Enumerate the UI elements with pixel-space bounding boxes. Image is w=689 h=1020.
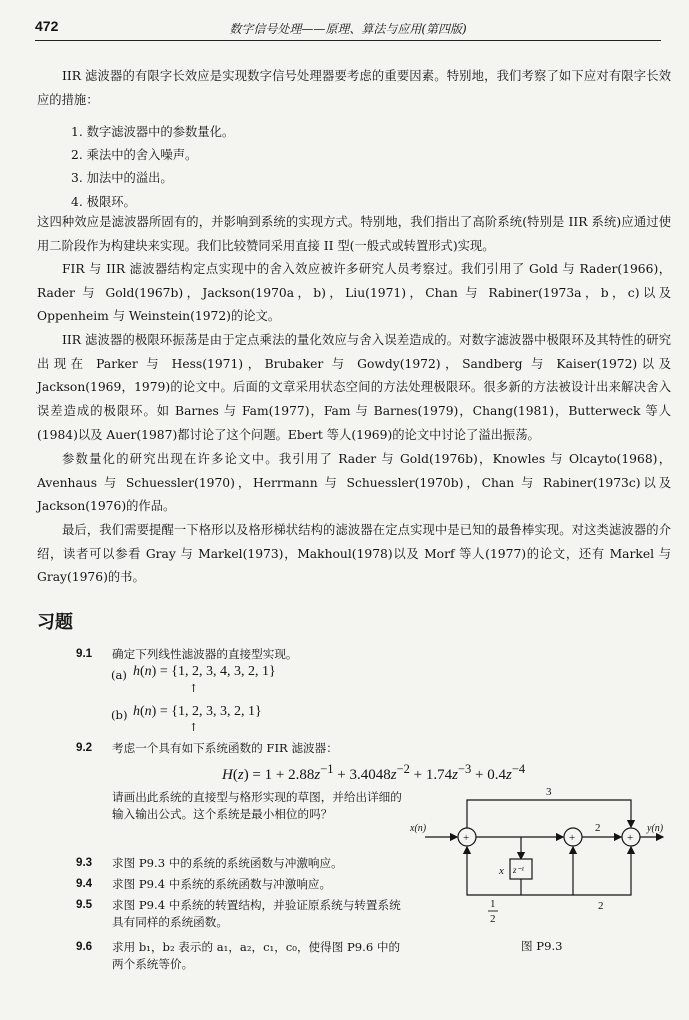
gain-label-3: 3 [546,786,552,798]
path-gain-2-bottom [573,847,631,895]
book-title: 数字信号处理——原理、算法与应用(第四版) [229,22,467,36]
problem-number: 9.3 [76,856,93,869]
state-label: x [499,865,504,877]
adder-symbol: + [463,832,470,844]
subproblem-label-b: (b) [111,708,128,722]
problem-text: 求图 P9.4 中系统的系统函数与冲激响应。 [112,877,332,891]
feedforward-path-3 [467,800,631,828]
problem-text: 求用 b₁，b₂ 表示的 a₁，a₂，c₁，c₀，使得图 P9.6 中的两个系统等价。 [112,940,401,971]
gain-label-2: 2 [595,822,601,834]
figure-p9-3-block-diagram [405,785,675,935]
problem-number: 9.1 [76,647,93,660]
paragraph-quantization: 参数量化的研究出现在许多论文中。我引用了 Rader 与 Gold(1976b)，Knowles 与 Olcayto(1968)，Avenhaus 与 Schuessler(1970)，Herrmann 与 Schuessler(1970b)，Chan 与 Rabiner(1973c)以及 Jackson(1976)的作品。 [37,452,671,514]
problem-number: 9.4 [76,877,93,890]
input-label: x(n) [410,823,427,834]
subproblem-label-a: (a) [111,668,127,682]
page-number: 472 [35,18,59,34]
problem-text: 确定下列线性滤波器的直接型实现。 [112,647,298,661]
origin-arrow-icon: ↑ [189,721,199,734]
problem-text: 考虑一个具有如下系统函数的 FIR 滤波器： [112,741,338,755]
paragraph-lattice: 最后，我们需要提醒一下格形以及格形梯状结构的滤波器在定点实现中是已知的最鲁棒实现。对这类滤波器的介绍，读者可以参看 Gray 与 Markel(1973)，Makhoul(1978)以及 Morf 等人(1977)的论文，还有 Markel 与 Gray(1976)的书。 [37,523,671,585]
adder-symbol: + [569,832,576,844]
eq-value: 1, 2, 3, 4, 3, 2, 1 [177,664,269,679]
problem-number: 9.6 [76,940,93,953]
system-function-equation: $H(z) = 1 + 2.88z^{-1} + 3.4048z^{-2} + 1.74z^{-3} + 0.4z^{-4}$ [222,762,526,783]
problem-number: 9.5 [76,898,93,911]
list-item: 4. 极限环。 [71,195,136,209]
paragraph-finite-wordlength: IIR 滤波器的有限字长效应是实现数字信号处理器要考虑的重要因素。特别地，我们考察了如下应对有限字长效应的措施： [37,69,671,107]
adder-symbol: + [627,832,634,844]
feedback-gain-numerator: 1 [490,898,496,910]
paragraph-roundoff: FIR 与 IIR 滤波器结构定点实现中的舍入效应被许多研究人员考察过。我们引用了 Gold 与 Rader(1966)，Rader 与 Gold(1967b)，Jackson(1970a，b)，Liu(1971)，Chan 与 Rabiner(1973a，b，c)以及 Oppenheim 与 Weinstein(1972)的论文。 [37,262,671,324]
figure-caption: 图 P9.3 [521,939,563,953]
problem-text: 请画出此系统的直接型与格形实现的草图，并给出详细的输入输出公式。这个系统是最小相位的吗？ [112,790,402,821]
paragraph-four-effects: 这四种效应是滤波器所固有的，并影响到系统的实现方式。特别地，我们指出了高阶系统(特别是 IIR 系统)应通过使用二阶段作为构建块来实现。我们比较赞同采用直接 II 型(一般式或转置形式)实现。 [37,215,671,253]
feedback-gain-denominator: 2 [490,913,496,925]
problem-text: 求图 P9.4 中系统的转置结构，并验证原系统与转置系统具有同样的系统函数。 [112,898,401,929]
origin-arrow-icon: ↑ [189,682,199,695]
eq-value: 1, 2, 3, 3, 2, 1 [177,704,255,719]
delay-label: z⁻¹ [513,865,524,875]
impulse-response-a: h(n) = {1, 2, 3, 4, 3, 2, 1} [133,664,276,679]
section-heading-exercises: 习题 [37,612,73,632]
impulse-response-b: h(n) = {1, 2, 3, 3, 2, 1} [133,704,262,719]
running-header [35,18,661,41]
gain-label-bottom: 2 [598,900,604,912]
paragraph-limit-cycles: IIR 滤波器的极限环振荡是由于定点乘法的量化效应与舍入误差造成的。对数字滤波器中极限环及其特性的研究出现在 Parker 与 Hess(1971)，Brubaker 与 Gowdy(1972)，Sandberg 与 Kaiser(1972)以及 Jackson(1969，1979)的论文中。后面的文章采用状态空间的方法处理极限环。很多新的方法被设计出来解决舍入误差造成的极限环。如 Barnes 与 Fam(1977)，Fam 与 Barnes(1979)，Chang(1981)，Butterweck 等人(1984)以及 Auer(1987)都讨论了这个问题。Ebert 等人(1969)的论文中讨论了溢出振荡。 [37,333,671,442]
problem-number: 9.2 [76,741,93,754]
list-item: 2. 乘法中的舍入噪声。 [71,148,198,162]
output-label: y(n) [647,823,664,834]
list-item: 3. 加法中的溢出。 [71,171,173,185]
problem-text: 求图 P9.3 中的系统的系统函数与冲激响应。 [112,856,343,870]
list-item: 1. 数字滤波器中的参数量化。 [71,125,235,139]
